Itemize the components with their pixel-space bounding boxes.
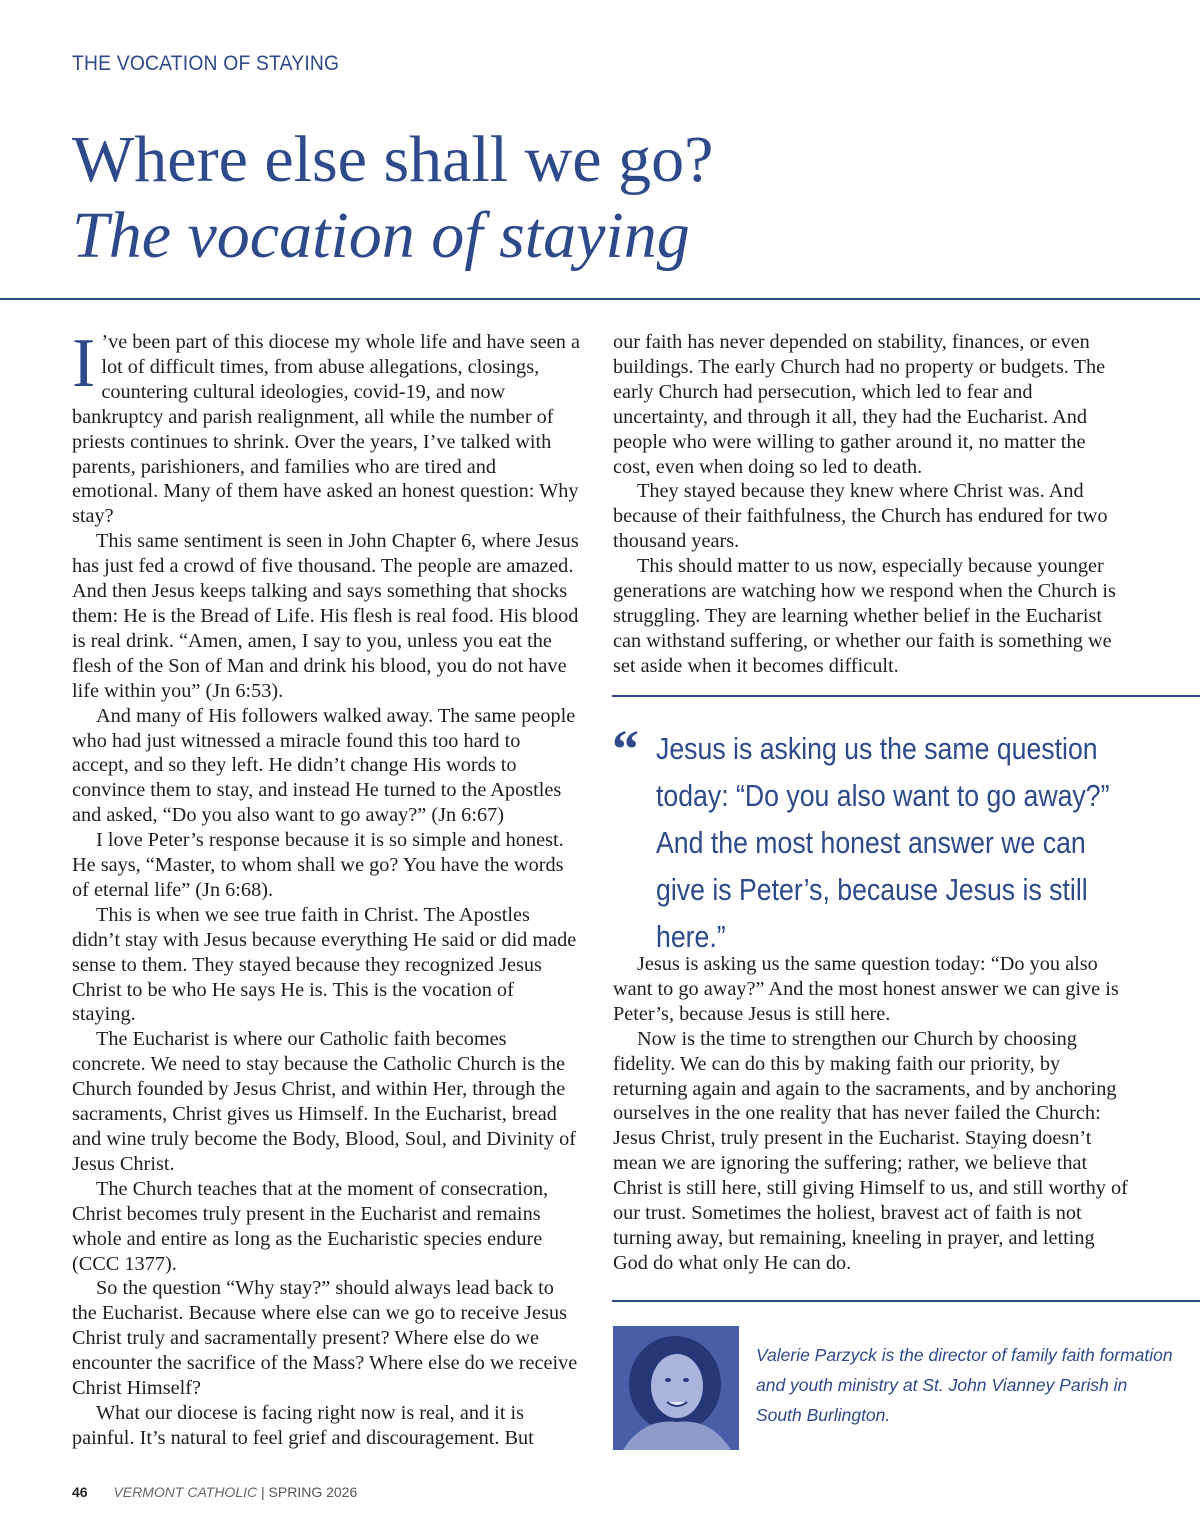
opening-paragraph: I ’ve been part of this diocese my whole life and have seen a lot of difficult times, from abuse allegations, closings, countering cultural ideologies, covid-19, and now bankruptcy and parish realignment, all while the number of priests continues to shrink. Over the years, I’ve talked with parents, parishioners, and families who are tired and emotional. Many of them have asked an honest question: Why stay? [72,325,580,528]
drop-cap: I [72,325,96,402]
body-paragraph: This is when we see true faith in Christ. The Apostles didn’t stay with Jesus because everything He said or did made sense to them. They stayed because they recognized Jesus Christ to be who He says He is. This is the vocation of staying. [72,903,577,1026]
right-column-bottom [613,952,1128,1276]
author-divider [612,1300,1200,1302]
body-paragraph: Now is the time to strengthen our Church by choosing fidelity. We can do this by making faith our priority, by returning again and again to the sacraments, and by anchoring ourselves in the one reality that has never failed the Church: Jesus Christ, truly present in the Eucharist. Staying doesn’t mean we are ignoring the suffering; rather, we believe that Christ is still here, still giving Himself to us, and still worthy of our trust. Sometimes the holiest, bravest act of faith is not turning away, but remaining, kneeling in prayer, and letting God do what only He can do. [613,1027,1128,1274]
title-line-2: The vocation of staying [72,199,690,272]
body-paragraph: The Eucharist is where our Catholic faith becomes concrete. We need to stay because the Catholic Church is the Church founded by Jesus Christ, and within Her, through the sacraments, Christ gives us Himself. In the Eucharist, bread and wine truly become the Body, Blood, Soul, and Divinity of Jesus Christ. [72,1028,576,1175]
body-paragraph: This should matter to us now, especially because younger generations are watching how we respond when the Church is struggling. They are learning whether belief in the Eucharist can withstand suffering, or whether our faith is something we set aside when it becomes difficult. [613,555,1116,677]
right-column-top [613,330,1128,679]
footer-separator: | [261,1484,265,1500]
title-divider [0,298,1200,300]
author-portrait-icon [613,1326,739,1450]
title-line-1: Where else shall we go? [72,123,714,196]
quote-mark-icon: “ [612,719,639,779]
body-paragraph: What our diocese is facing right now is real, and it is painful. It’s natural to feel grief and discouragement. But [72,1401,534,1449]
author-photo [613,1326,739,1450]
article-title [72,122,713,274]
pull-quote-text: Jesus is asking us the same question today: “Do you also want to go away?” And the most honest answer we can give is Peter’s, because Jesus is still here.” [656,731,1110,954]
body-paragraph: So the question “Why stay?” should always lead back to the Eucharist. Because where else can we go to receive Jesus Christ truly and sacramentally present? Where else do we encounter the sacrifice of the Mass? Where else do we receive Christ Himself? [72,1277,578,1400]
left-column [72,325,582,1451]
page-number: 46 [72,1484,88,1500]
body-paragraph: They stayed because they knew where Christ was. And because of their faithfulness, the Church has endured for two thousand years. [613,480,1108,553]
issue-date: SPRING 2026 [268,1484,358,1500]
page-footer [72,1484,357,1500]
body-paragraph: our faith has never depended on stability, finances, or even buildings. The early Church had no property or budgets. The early Church had persecution, which led to fear and uncertainty, and through it all, they had the Eucharist. And people who were willing to gather around it, no matter the cost, even when doing so led to death. [613,331,1106,478]
body-paragraph: And many of His followers walked away. The same people who had just witnessed a miracle found this too hard to accept, and so they left. He didn’t change His words to convince them to stay, and instead He turned to the Apostles and asked, “Do you also want to go away?” (Jn 6:67) [72,704,576,827]
author-bio: Valerie Parzyck is the director of family faith formation and youth ministry at St. John Vianney Parish in South Burlington. [756,1345,1173,1425]
body-paragraph: The Church teaches that at the moment of consecration, Christ becomes truly present in the Eucharist and remains whole and entire as long as the Eucharistic species endure (CCC 1377). [72,1177,549,1275]
body-paragraph: I love Peter’s response because it is so simple and honest. He says, “Master, to whom shall we go? You have the words of eternal life” (Jn 6:68). [72,829,564,901]
pull-quote [612,719,1172,960]
body-paragraph: Jesus is asking us the same question today: “Do you also want to go away?” And the most honest answer we can give is Peter’s, because Jesus is still here. [613,953,1119,1025]
pull-quote-top-rule [612,695,1200,697]
section-kicker: THE VOCATION OF STAYING [72,52,340,75]
body-paragraph: This same sentiment is seen in John Chapter 6, where Jesus has just fed a crowd of five thousand. The people are amazed. And then Jesus keeps talking and says something that shocks them: He is the Bread of Life. His flesh is real food. His blood is real drink. “Amen, amen, I say to you, unless you eat the flesh of the Son of Man and drink his blood, you do not have life within you” (Jn 6:53). [72,530,579,702]
magazine-name: VERMONT CATHOLIC [113,1484,258,1500]
